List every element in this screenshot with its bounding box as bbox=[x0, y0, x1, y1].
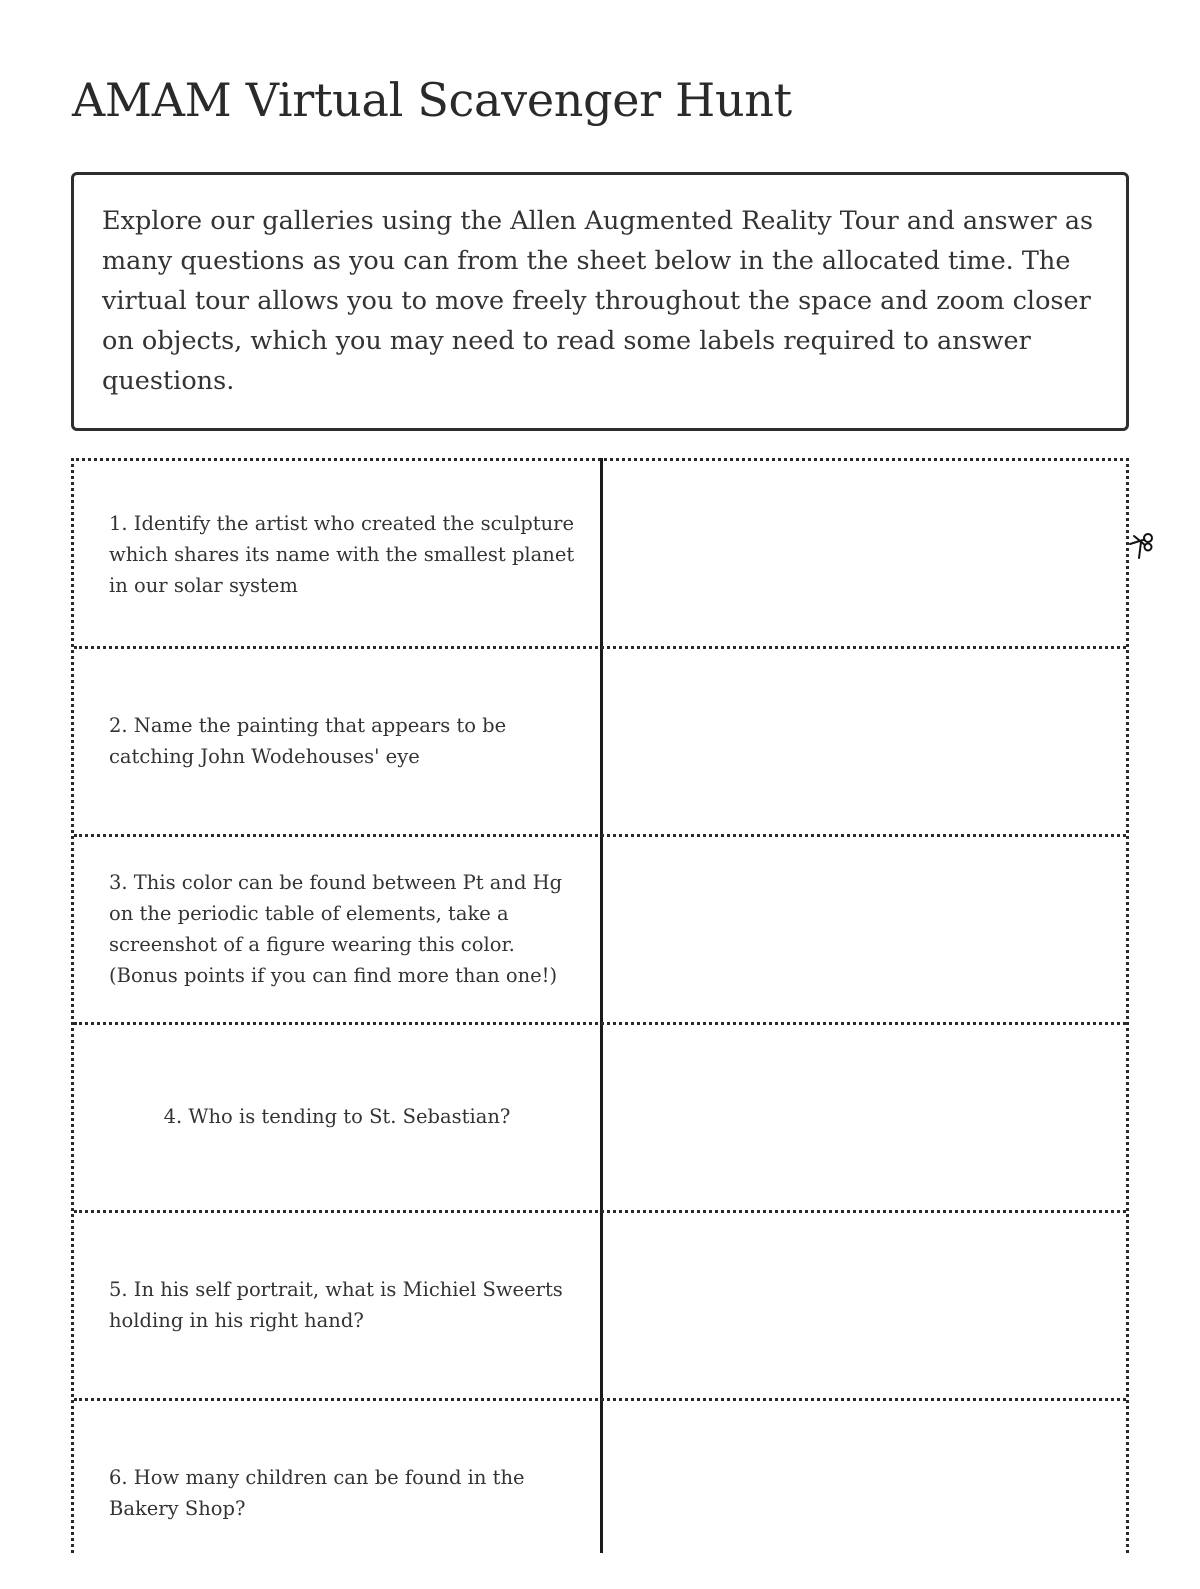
question-3-text: 3. This color can be found between Pt and Hg on the periodic table of elements, take a screenshot of a figure wearing this color. (Bonus points if you can find more than one!) bbox=[109, 871, 563, 987]
question-row-2 bbox=[74, 649, 1126, 837]
answer-cell-2[interactable] bbox=[603, 649, 1126, 834]
question-6-text: 6. How many children can be found in the Bakery Shop? bbox=[109, 1466, 525, 1520]
instructions-text: Explore our galleries using the Allen Augmented Reality Tour and answer as many questions as you can from the sheet below in the allocated time. The virtual tour allows you to move freely throughout the space and zoom closer on objects, which you may need to read some labels required to answer questions. bbox=[102, 206, 1094, 396]
question-2-text: 2. Name the painting that appears to be catching John Wodehouses' eye bbox=[109, 714, 507, 768]
question-row-4 bbox=[74, 1025, 1126, 1213]
answer-cell-5[interactable] bbox=[603, 1213, 1126, 1398]
question-row-6 bbox=[74, 1401, 1126, 1589]
scissors-icon bbox=[1124, 528, 1158, 562]
instructions-box bbox=[71, 172, 1129, 431]
question-row-5 bbox=[74, 1213, 1126, 1401]
answer-cell-4[interactable] bbox=[603, 1025, 1126, 1210]
question-5-text: 5. In his self portrait, what is Michiel Sweerts holding in his right hand? bbox=[109, 1278, 563, 1332]
question-answer-table bbox=[71, 458, 1129, 1553]
answer-cell-1[interactable] bbox=[603, 461, 1126, 646]
question-row-3 bbox=[74, 837, 1126, 1025]
answer-cell-3[interactable] bbox=[603, 837, 1126, 1022]
question-row-1 bbox=[74, 461, 1126, 649]
question-4-text: 4. Who is tending to St. Sebastian? bbox=[163, 1105, 511, 1128]
page-title: AMAM Virtual Scavenger Hunt bbox=[72, 73, 792, 127]
answer-cell-6[interactable] bbox=[603, 1401, 1126, 1589]
question-1-text: 1. Identify the artist who created the sculpture which shares its name with the smallest planet in our solar system bbox=[109, 512, 575, 597]
